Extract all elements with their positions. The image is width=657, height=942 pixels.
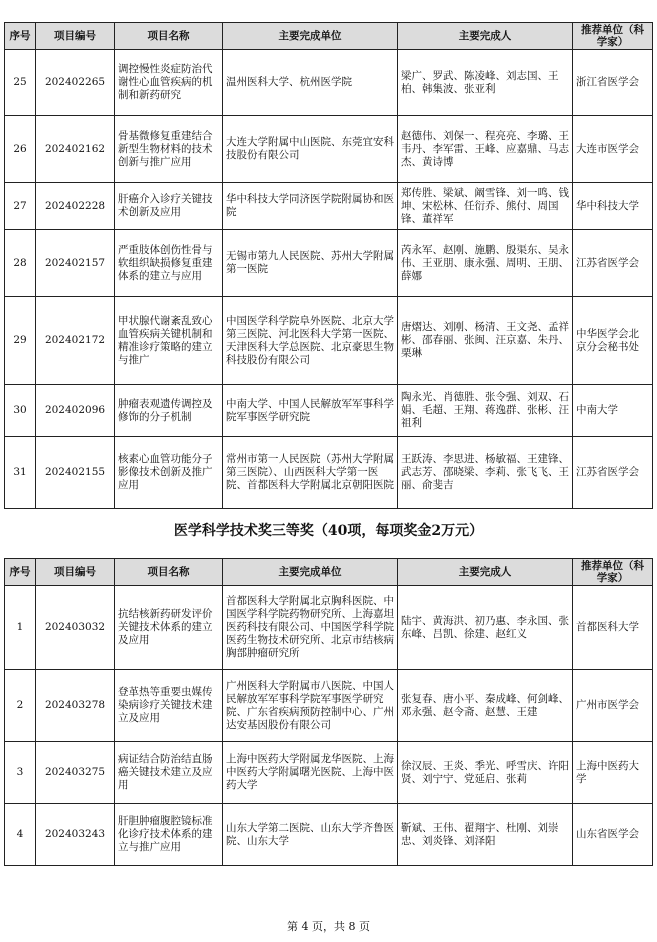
row-no: 30 xyxy=(5,385,36,437)
row-id: 202402228 xyxy=(36,183,115,230)
row-id: 202402096 xyxy=(36,385,115,437)
row-no: 27 xyxy=(5,183,36,230)
row-name: 肝癌介入诊疗关键技术创新及应用 xyxy=(115,183,223,230)
row-no: 25 xyxy=(5,50,36,116)
row-units: 山东大学第二医院、山东大学齐鲁医院、山东大学 xyxy=(223,804,398,866)
row-id: 202402162 xyxy=(36,116,115,183)
row-persons: 郑传胜、梁斌、阚雪锋、刘一鸣、钱坤、宋松林、任衍乔、熊付、周国锋、董祥军 xyxy=(398,183,573,230)
row-id: 202402172 xyxy=(36,297,115,385)
header-units: 主要完成单位 xyxy=(223,23,398,50)
row-units: 大连大学附属中山医院、东莞宜安科技股份有限公司 xyxy=(223,116,398,183)
row-id: 202403275 xyxy=(36,742,115,804)
row-name: 肝胆肿瘤腹腔镜标准化诊疗技术体系的建立与推广应用 xyxy=(115,804,223,866)
header-persons: 主要完成人 xyxy=(398,559,573,586)
table-row xyxy=(5,586,653,670)
table-row xyxy=(5,50,653,116)
row-id: 202403243 xyxy=(36,804,115,866)
header-name: 项目名称 xyxy=(115,23,223,50)
row-no: 26 xyxy=(5,116,36,183)
table-row xyxy=(5,804,653,866)
row-units: 中国医学科学院阜外医院、北京大学第三医院、河北医科大学第一医院、天津医科大学总医院、北京豪思生物科技股份有限公司 xyxy=(223,297,398,385)
row-recommender: 中南大学 xyxy=(573,385,653,437)
row-persons: 梁广、罗武、陈凌峰、刘志国、王柏、韩集波、张亚利 xyxy=(398,50,573,116)
row-persons: 唐熠达、刘刚、杨清、王文尧、孟祥彬、邵春丽、张闽、汪京嘉、朱丹、栗琳 xyxy=(398,297,573,385)
table-row xyxy=(5,230,653,297)
award-table-second-prize xyxy=(4,22,653,509)
row-recommender: 上海中医药大学 xyxy=(573,742,653,804)
header-no: 序号 xyxy=(5,559,36,586)
header-no: 序号 xyxy=(5,23,36,50)
row-units: 华中科技大学同济医学院附属协和医院 xyxy=(223,183,398,230)
row-recommender: 中华医学会北京分会秘书处 xyxy=(573,297,653,385)
row-persons: 赵德伟、刘保一、程亮亮、李璐、王韦丹、李军雷、王峰、应嘉鼎、马志杰、黄诗博 xyxy=(398,116,573,183)
row-name: 严重肢体创伤性骨与软组织缺损修复重建体系的建立与应用 xyxy=(115,230,223,297)
row-units: 无锡市第九人民医院、苏州大学附属第一医院 xyxy=(223,230,398,297)
row-name: 病证结合防治结直肠癌关键技术建立及应用 xyxy=(115,742,223,804)
row-persons: 陶永光、肖德胜、张令强、刘双、石娟、毛超、王翔、蒋逸群、张彬、汪祖利 xyxy=(398,385,573,437)
row-persons: 芮永军、赵刚、施鹏、殷渠东、吴永伟、王亚朋、康永强、周明、王朋、薛娜 xyxy=(398,230,573,297)
row-no: 29 xyxy=(5,297,36,385)
row-persons: 王跃涛、李思进、杨敏福、王建锋、武志芳、邵晓梁、李莉、张飞飞、王丽、俞斐吉 xyxy=(398,437,573,509)
row-recommender: 江苏省医学会 xyxy=(573,230,653,297)
table-header-row xyxy=(5,23,653,50)
row-units: 中南大学、中国人民解放军军事科学院军事医学研究院 xyxy=(223,385,398,437)
row-name: 调控慢性炎症防治代谢性心血管疾病的机制和新药研究 xyxy=(115,50,223,116)
row-units: 上海中医药大学附属龙华医院、上海中医药大学附属曙光医院、上海中医药大学 xyxy=(223,742,398,804)
table-row xyxy=(5,437,653,509)
row-recommender: 大连市医学会 xyxy=(573,116,653,183)
row-recommender: 华中科技大学 xyxy=(573,183,653,230)
table-row xyxy=(5,183,653,230)
header-name: 项目名称 xyxy=(115,559,223,586)
header-recommender: 推荐单位（科学家） xyxy=(573,23,653,50)
row-id: 202402157 xyxy=(36,230,115,297)
header-persons: 主要完成人 xyxy=(398,23,573,50)
row-persons: 陆宇、黄海洪、初乃惠、李永国、张东峰、吕凯、徐建、赵红义 xyxy=(398,586,573,670)
row-recommender: 浙江省医学会 xyxy=(573,50,653,116)
header-id: 项目编号 xyxy=(36,559,115,586)
row-id: 202402265 xyxy=(36,50,115,116)
header-recommender: 推荐单位（科学家） xyxy=(573,559,653,586)
row-id: 202403278 xyxy=(36,670,115,742)
row-no: 28 xyxy=(5,230,36,297)
row-persons: 靳斌、王伟、翟翔宇、杜刚、刘崇忠、刘炎锋、刘泽阳 xyxy=(398,804,573,866)
row-no: 3 xyxy=(5,742,36,804)
row-units: 温州医科大学、杭州医学院 xyxy=(223,50,398,116)
award-table-third-prize xyxy=(4,558,653,866)
row-persons: 徐汉辰、王炎、季光、呼雪庆、许阳贤、刘宁宁、党延启、张莉 xyxy=(398,742,573,804)
page-footer: 第 4 页，共 8 页 xyxy=(287,920,370,933)
table-row xyxy=(5,297,653,385)
row-persons: 张复春、唐小平、秦成峰、何剑峰、邓永强、赵令斋、赵慧、王建 xyxy=(398,670,573,742)
row-name: 骨基微修复重建结合新型生物材料的技术创新与推广应用 xyxy=(115,116,223,183)
row-name: 核素心血管功能分子影像技术创新及推广应用 xyxy=(115,437,223,509)
section-title: 医学科学技术奖三等奖（40项，每项奖金2万元） xyxy=(173,523,484,539)
row-no: 31 xyxy=(5,437,36,509)
header-units: 主要完成单位 xyxy=(223,559,398,586)
row-no: 2 xyxy=(5,670,36,742)
row-recommender: 山东省医学会 xyxy=(573,804,653,866)
table-row xyxy=(5,385,653,437)
row-recommender: 首都医科大学 xyxy=(573,586,653,670)
table-row xyxy=(5,116,653,183)
row-name: 抗结核新药研发评价关键技术体系的建立及应用 xyxy=(115,586,223,670)
table-row xyxy=(5,742,653,804)
row-units: 常州市第一人民医院（苏州大学附属第三医院）、山西医科大学第一医院、首都医科大学附属北京朝阳医院 xyxy=(223,437,398,509)
table-row xyxy=(5,670,653,742)
row-units: 首都医科大学附属北京胸科医院、中国医学科学院药物研究所、上海嘉坦医药科技有限公司、中国医学科学院医药生物技术研究所、北京市结核病胸部肿瘤研究所 xyxy=(223,586,398,670)
row-name: 肿瘤表观遗传调控及修饰的分子机制 xyxy=(115,385,223,437)
row-no: 4 xyxy=(5,804,36,866)
row-units: 广州医科大学附属市八医院、中国人民解放军军事科学院军事医学研究院、广东省疾病预防控制中心、广州达安基因股份有限公司 xyxy=(223,670,398,742)
row-id: 202403032 xyxy=(36,586,115,670)
row-name: 登革热等重要虫媒传染病诊疗关键技术建立及应用 xyxy=(115,670,223,742)
header-id: 项目编号 xyxy=(36,23,115,50)
row-recommender: 江苏省医学会 xyxy=(573,437,653,509)
row-recommender: 广州市医学会 xyxy=(573,670,653,742)
row-id: 202402155 xyxy=(36,437,115,509)
row-no: 1 xyxy=(5,586,36,670)
row-name: 甲状腺代谢紊乱致心血管疾病关键机制和精准诊疗策略的建立与推广 xyxy=(115,297,223,385)
table-header-row xyxy=(5,559,653,586)
